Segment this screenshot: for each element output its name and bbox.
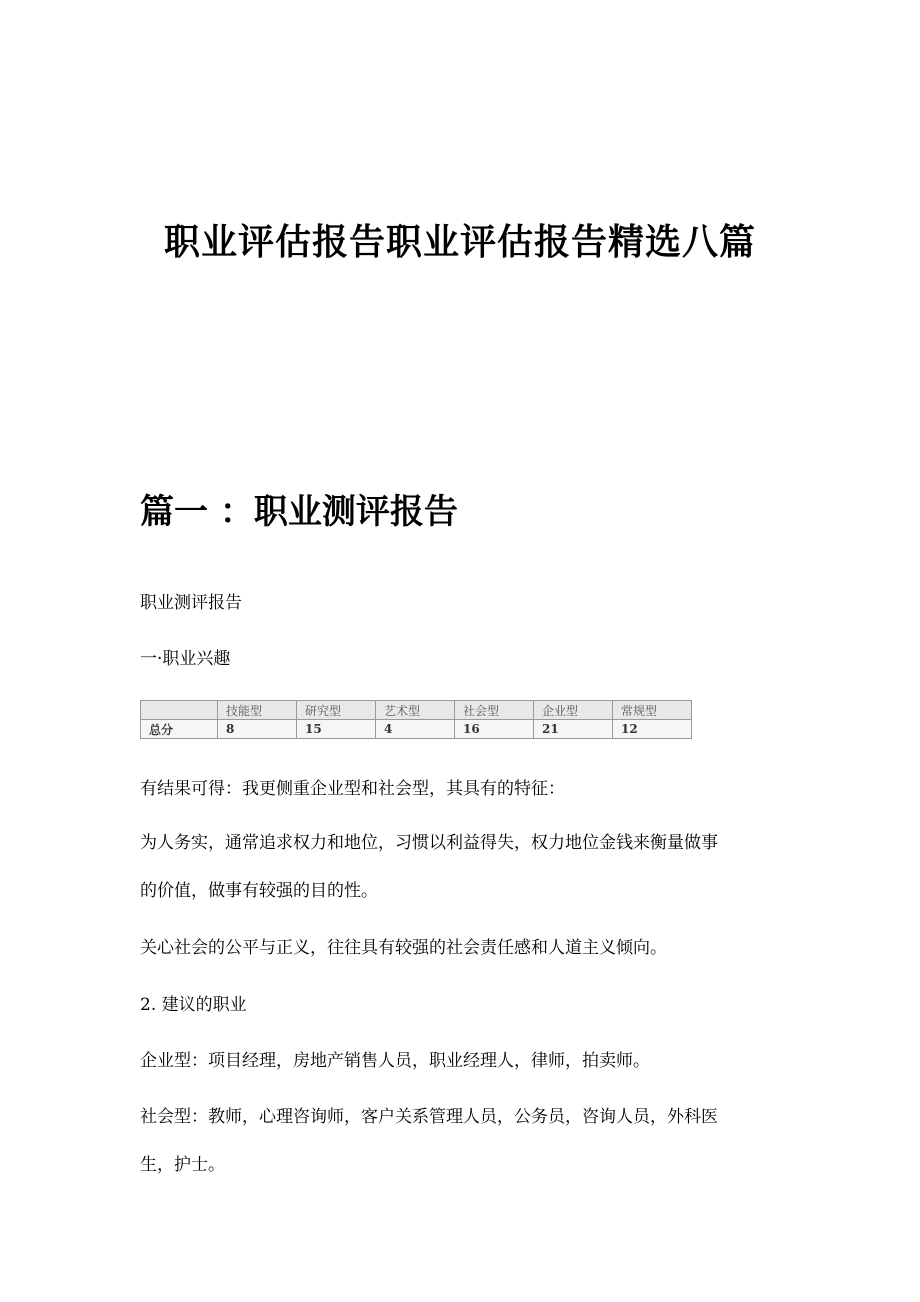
- table-cell: 12: [613, 720, 692, 739]
- table-header-cell: 技能型: [218, 701, 297, 720]
- table-header-cell: 艺术型: [376, 701, 455, 720]
- table-header-cell: 常规型: [613, 701, 692, 720]
- paragraph-trait-2: 关心社会的公平与正义，往往具有较强的社会责任感和人道主义倾向。: [140, 938, 667, 958]
- table-cell: 21: [534, 720, 613, 739]
- table-header-cell: 社会型: [455, 701, 534, 720]
- interest-score-table: [140, 700, 692, 739]
- paragraph-social-careers-line-1: 社会型：教师，心理咨询师，客户关系管理人员，公务员，咨询人员，外科医: [140, 1107, 718, 1127]
- paragraph-enterprise-careers: 企业型：项目经理，房地产销售人员，职业经理人，律师，拍卖师。: [140, 1051, 650, 1071]
- table-cell: 8: [218, 720, 297, 739]
- paragraph-result: 有结果可得：我更侧重企业型和社会型，其具有的特征：: [140, 779, 565, 799]
- table-header-cell: 企业型: [534, 701, 613, 720]
- document-title: 职业评估报告职业评估报告精选八篇: [163, 221, 756, 263]
- section-subtitle: 职业测评报告: [140, 593, 242, 613]
- table-header-row: [141, 701, 692, 720]
- section-heading: 篇一 ：职业测评报告: [140, 492, 458, 532]
- item-career-interest: 一·职业兴趣: [140, 649, 231, 669]
- table-row-label: 总分: [141, 720, 218, 739]
- table-header-blank: [141, 701, 218, 720]
- table-cell: 15: [297, 720, 376, 739]
- paragraph-trait-1-line-1: 为人务实，通常追求权力和地位，习惯以利益得失，权力地位金钱来衡量做事: [140, 833, 718, 853]
- paragraph-social-careers-line-2: 生，护士。: [140, 1155, 225, 1175]
- table-row: [141, 720, 692, 739]
- table-header-cell: 研究型: [297, 701, 376, 720]
- table-cell: 4: [376, 720, 455, 739]
- paragraph-trait-1-line-2: 的价值，做事有较强的目的性。: [140, 881, 378, 901]
- table-cell: 16: [455, 720, 534, 739]
- item-suggested-careers: 2. 建议的职业: [140, 995, 247, 1015]
